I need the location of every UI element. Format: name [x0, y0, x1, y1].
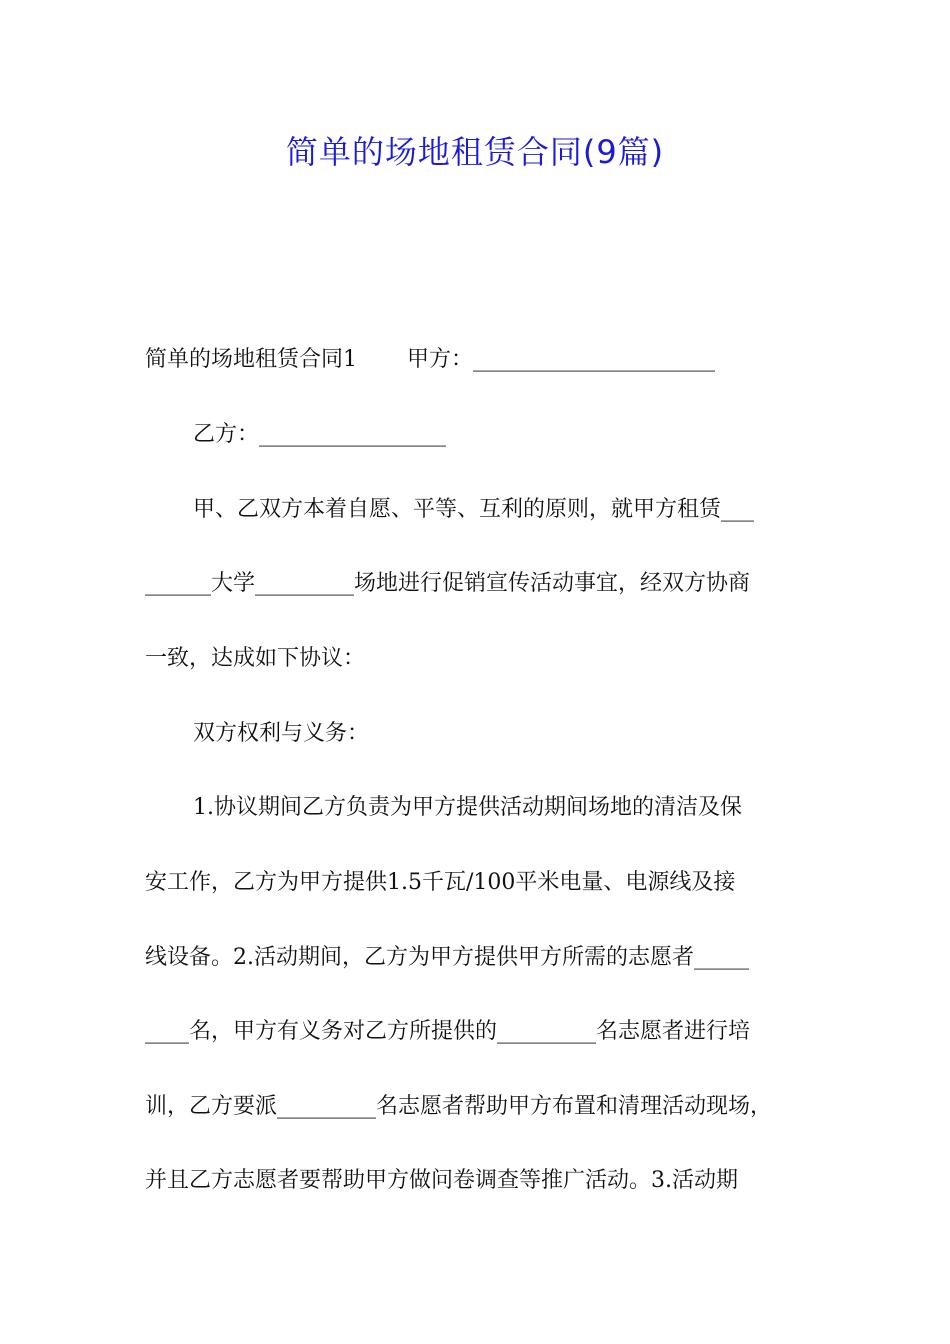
body-line-3: 甲、乙双方本着自愿、平等、互利的原则，就甲方租赁___: [193, 497, 755, 522]
contract-heading: 简单的场地租赁合同1: [145, 347, 357, 372]
body-line-7: 1.协议期间乙方负责为甲方提供活动期间场地的清洁及保: [193, 795, 742, 820]
body-line-12: 并且乙方志愿者要帮助甲方做问卷调查等推广活动。3.活动期: [145, 1168, 738, 1193]
body-line-11: 训，乙方要派_________名志愿者帮助甲方布置和清理活动现场，: [145, 1094, 773, 1119]
body-line-5: 一致，达成如下协议：: [145, 646, 366, 671]
document-title: 简单的场地租赁合同(9篇): [285, 133, 665, 171]
party-b-field: 乙方：_________________: [193, 422, 447, 447]
body-line-10: ____名，甲方有义务对乙方所提供的_________名志愿者进行培: [145, 1019, 751, 1044]
section-heading: 双方权利与义务：: [193, 721, 370, 746]
party-a-field: 甲方：______________________: [407, 347, 716, 372]
body-line-1: [145, 340, 825, 380]
body-line-8: 安工作，乙方为甲方提供1.5千瓦/100平米电量、电源线及接: [145, 870, 736, 895]
body-line-9: 线设备。2.活动期间，乙方为甲方提供甲方所需的志愿者_____: [145, 945, 749, 970]
body-line-4: ______大学_________场地进行促销宣传活动事宜，经双方协商: [145, 571, 751, 596]
